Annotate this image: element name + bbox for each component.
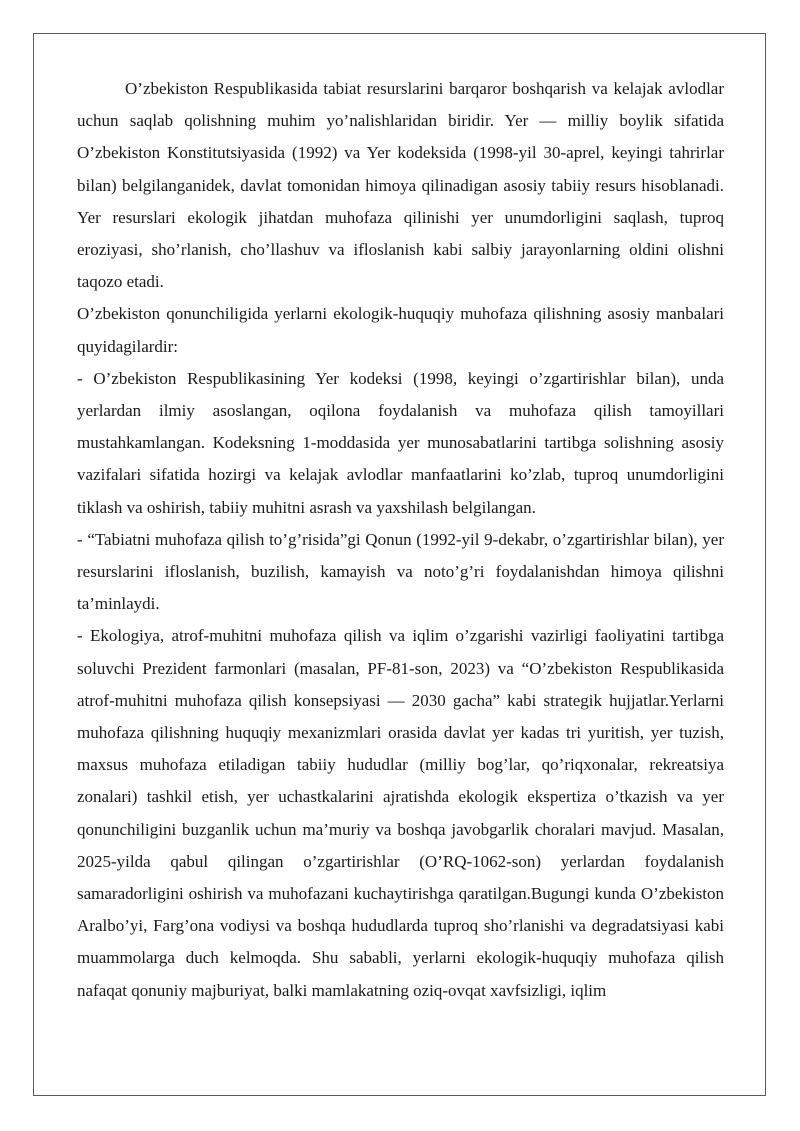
paragraph-intro: O’zbekiston Respublikasida tabiat resurslarini barqaror boshqarish va kelajak avlodlar uchun saqlab qolishning muhim yo’nalishlaridan biridir. Yer — milliy boylik sifatida O’zbekiston Konstitutsiyasida (1992) va Yer kodeksida (1998-yil 30-aprel, keyingi tahrirlar bilan) belgilanganidek, davlat tomonidan himoya qilinadigan asosiy tabiiy resurs hisoblanadi. Yer resurslari ekologik jihatdan muhofaza qilinishi yer unumdorligini saqlash, tuproq eroziyasi, sho’rlanish, cho’llashuv va ifloslanish kabi salbiy jarayonlarning oldini olishni taqozo etadi. (77, 79, 724, 292)
paragraph-sources-intro: O’zbekiston qonunchiligida yerlarni ekologik-huquqiy muhofaza qilishning asosiy manbalari quyidagilardir: (77, 304, 724, 356)
paragraph-nature-law: - “Tabiatni muhofaza qilish to’g’risida”gi Qonun (1992-yil 9-dekabr, o’zgartirishlar bilan), yer resurslarini ifloslanish, buzilish, kamayish va noto’g’ri foydalanishdan himoya qilishni ta’minlaydi. (77, 529, 724, 614)
paragraph-land-code: - O’zbekiston Respublikasining Yer kodeksi (1998, keyingi o’zgartirishlar bilan), unda yerlardan ilmiy asoslangan, oqilona foydalanish va muhofaza qilish tamoyillari mustahkamlangan. Kodeksning 1-moddasida yer munosabatlarini tartibga solishning asosiy vazifalari sifatida hozirgi va kelajak avlodlar manfaatlarini ko’zlab, tuproq unumdorligini tiklash va oshirish, tabiiy muhitni asrash va yaxshilash belgilangan. (77, 368, 724, 517)
paragraph-ecology-decrees: - Ekologiya, atrof-muhitni muhofaza qilish va iqlim o’zgarishi vazirligi faoliyatini tartibga soluvchi Prezident farmonlari (masalan, PF-81-son, 2023) va “O’zbekiston Respublikasida atrof-muhitni muhofaza qilish konsepsiyasi — 2030 gacha” kabi strategik hujjatlar.Yerlarni muhofaza qilishning huquqiy mexanizmlari orasida davlat yer kadas tri yuritish, yer tuzish, maxsus muhofaza etiladigan tabiiy hududlar (milliy bog’lar, qo’riqxonalar, rekreatsiya zonalari) tashkil etish, yer uchastkalarini ajratishda ekologik ekspertiza o’tkazish va yer qonunchiligini buzganlik uchun ma’muriy va boshqa javobgarlik choralari mavjud. Masalan, 2025-yilda qabul qilingan o’zgartirishlar (O’RQ-1062-son) yerlardan foydalanish samaradorligini oshirish va muhofazani kuchaytirishga qaratilgan.Bugungi kunda O’zbekiston Aralbo’yi, Farg’ona vodiysi va boshqa hududlarda tuproq sho’rlanishi va degradatsiyasi kabi muammolarga duch kelmoqda. Shu sababli, yerlarni ekologik-huquqiy muhofaza qilish nafaqat qonuniy majburiyat, balki mamlakatning oziq-ovqat xavfsizligi, iqlim (77, 626, 724, 1000)
document-body (77, 73, 724, 1007)
